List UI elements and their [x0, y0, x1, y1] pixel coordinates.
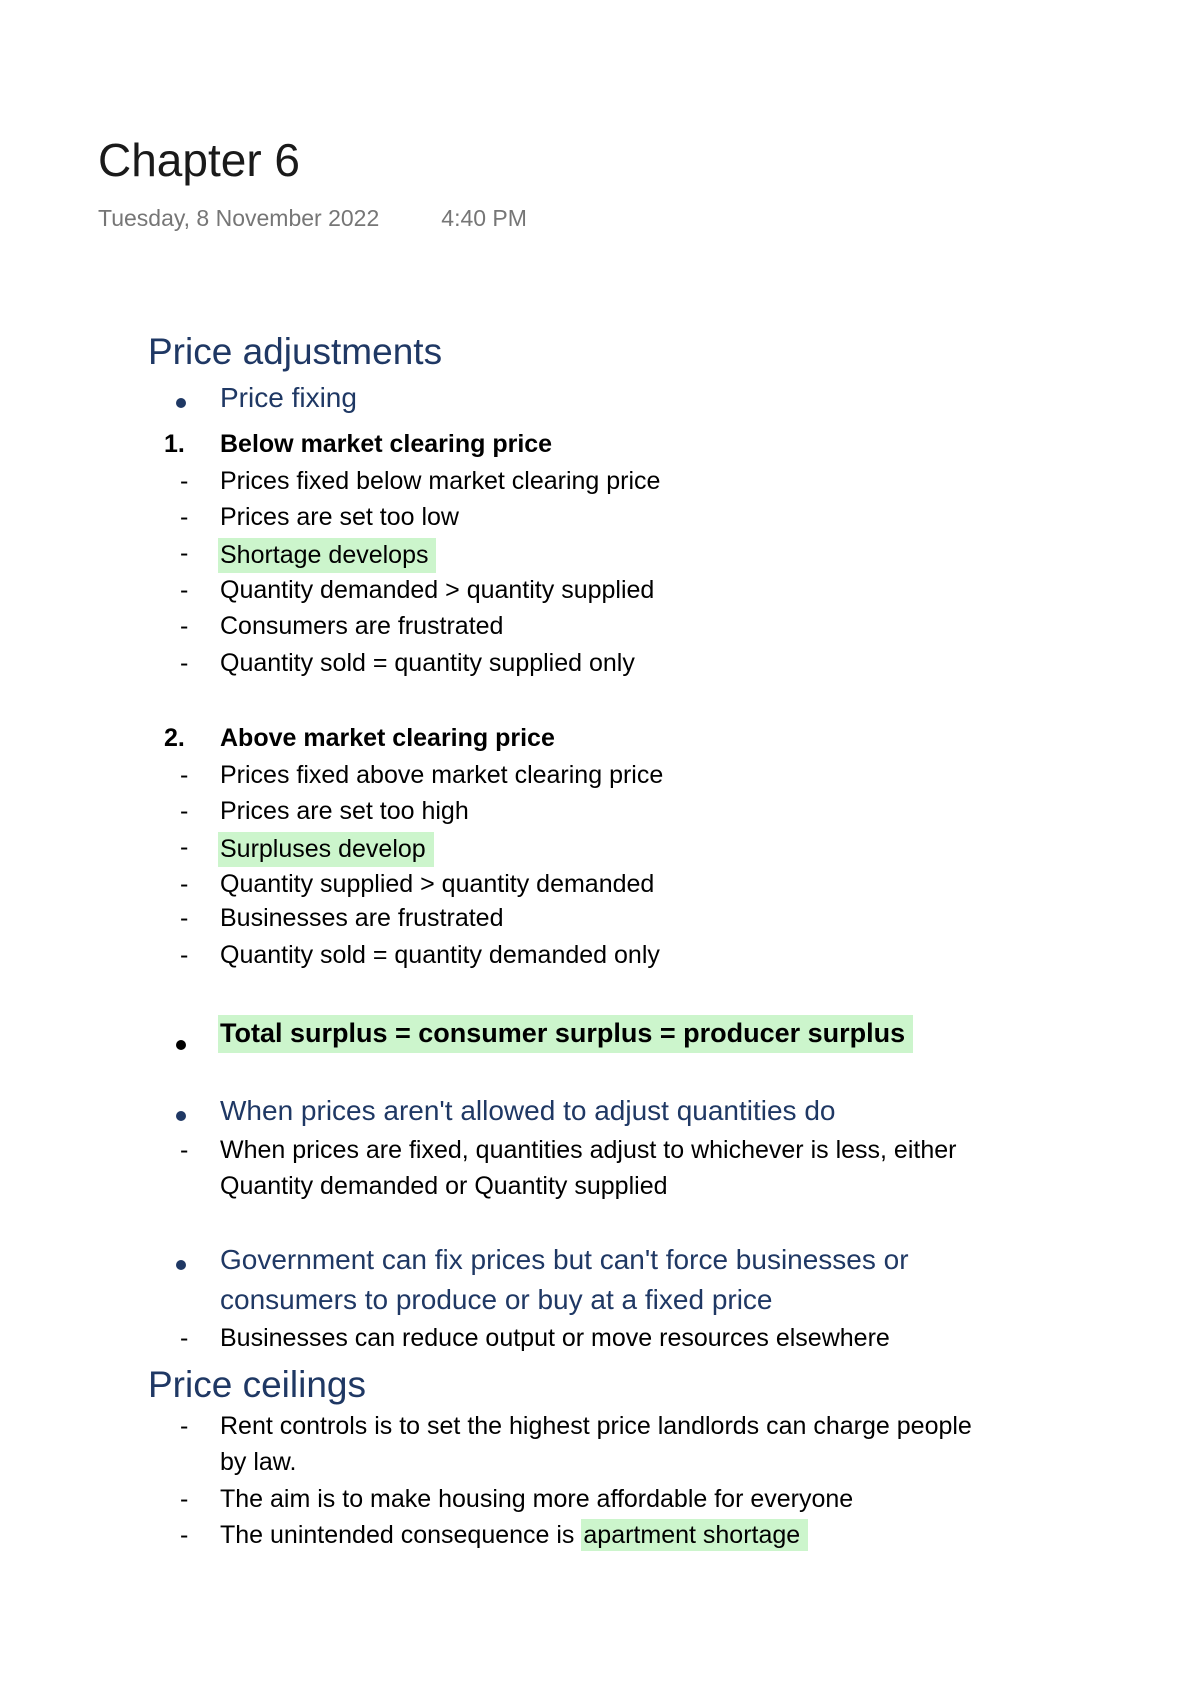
dash-marker: - — [180, 1324, 189, 1352]
dash-marker: - — [180, 1412, 189, 1440]
item-heading: Below market clearing price — [220, 430, 553, 458]
dash-marker: - — [180, 797, 189, 825]
bullet-text: Price fixing — [220, 382, 357, 413]
highlighted-text: apartment shortage — [581, 1519, 808, 1551]
list-item-text: When prices are fixed, quantities adjust to whichever is less, either — [220, 1136, 957, 1164]
item-heading: Above market clearing price — [220, 724, 555, 752]
dash-marker: - — [180, 649, 189, 677]
list-item-text: Prices fixed below market clearing price — [220, 467, 661, 495]
page-date: Tuesday, 8 November 2022 — [98, 205, 380, 231]
list-item-text: Businesses are frustrated — [220, 904, 504, 932]
list-item-text: Rent controls is to set the highest price landlords can charge people — [220, 1412, 972, 1440]
dash-marker: - — [180, 833, 189, 861]
item-number: 1. — [164, 430, 185, 458]
dash-marker: - — [180, 467, 189, 495]
list-item-text: Quantity demanded > quantity supplied — [220, 576, 655, 604]
consequence-prefix: The unintended consequence is — [220, 1521, 582, 1549]
list-item-text: by law. — [220, 1448, 297, 1476]
bullet-text: Government can fix prices but can't force businesses or — [220, 1244, 909, 1275]
dash-marker: - — [180, 941, 189, 969]
list-item-text — [220, 1520, 808, 1551]
list-item-text: Quantity supplied > quantity demanded — [220, 870, 655, 898]
list-item-text: The aim is to make housing more affordable for everyone — [220, 1485, 854, 1513]
list-item-text: Consumers are frustrated — [220, 612, 504, 640]
list-item-text: Prices are set too high — [220, 797, 469, 825]
page-title: Chapter 6 — [98, 134, 301, 186]
list-item-text: Prices fixed above market clearing price — [220, 761, 664, 789]
list-item-text: Quantity demanded or Quantity supplied — [220, 1172, 668, 1200]
dash-marker: - — [180, 1521, 189, 1549]
bullet-icon — [176, 398, 186, 408]
bullet-icon — [176, 1040, 186, 1050]
item-number: 2. — [164, 724, 185, 752]
bullet-text: consumers to produce or buy at a fixed price — [220, 1284, 773, 1315]
dash-marker: - — [180, 576, 189, 604]
dash-marker: - — [180, 904, 189, 932]
list-item-text: Businesses can reduce output or move resources elsewhere — [220, 1324, 890, 1352]
highlighted-text: Surpluses develop — [218, 832, 434, 867]
list-item-text: Prices are set too low — [220, 503, 459, 531]
bullet-icon — [176, 1111, 186, 1121]
section-heading-price-ceilings: Price ceilings — [148, 1364, 366, 1405]
list-item-text: Quantity sold = quantity supplied only — [220, 649, 635, 677]
bullet-text: When prices aren't allowed to adjust quantities do — [220, 1095, 836, 1126]
highlighted-text: Shortage develops — [218, 538, 436, 573]
dash-marker: - — [180, 1485, 189, 1513]
dash-marker: - — [180, 539, 189, 567]
highlighted-text: Total surplus = consumer surplus = producer surplus — [218, 1015, 913, 1053]
dash-marker: - — [180, 761, 189, 789]
bullet-icon — [176, 1260, 186, 1270]
dash-marker: - — [180, 503, 189, 531]
page-meta — [98, 205, 527, 232]
section-heading-price-adjustments: Price adjustments — [148, 331, 443, 372]
dash-marker: - — [180, 1136, 189, 1164]
list-item-text: Quantity sold = quantity demanded only — [220, 941, 660, 969]
page-time: 4:40 PM — [441, 205, 527, 231]
dash-marker: - — [180, 870, 189, 898]
dash-marker: - — [180, 612, 189, 640]
